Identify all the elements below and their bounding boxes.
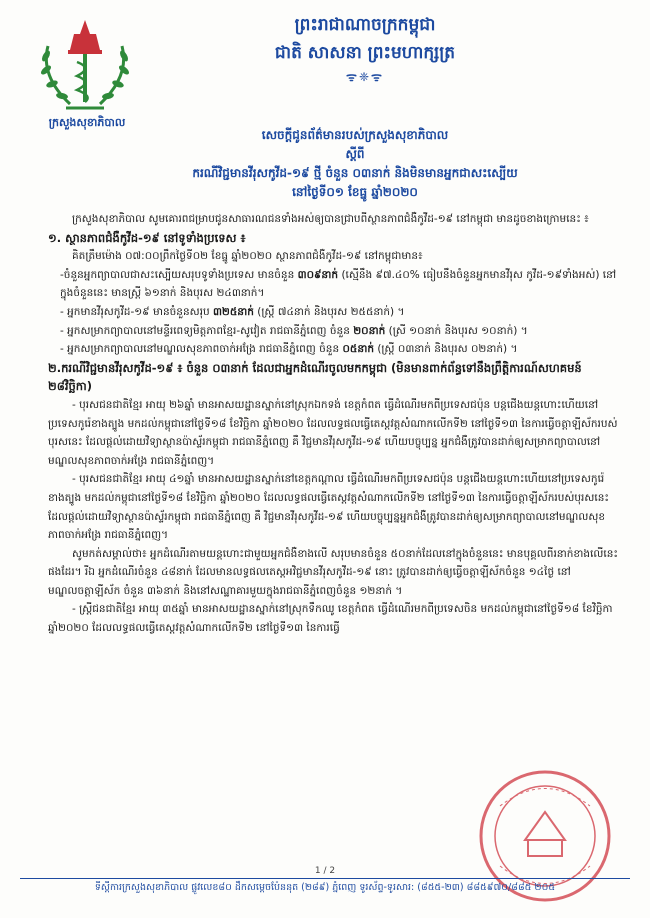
bullet-text: -ចំនួនអ្នកព្យាបាលជាសះស្បើយសរុបទូទាំងប្រទេស មានចំនួន [60, 268, 298, 281]
title-line-3: ករណីវិជ្ជមានវីរុសកូវីដ-១៩ ថ្មី ចំនួន ០៣នាក់ និងមិនមានអ្នកជាសះស្បើយ [192, 166, 518, 180]
section-1-heading: ១. ស្ថានភាពជំងឺកូវីដ-១៩ នៅទូទាំងប្រទេស ៖ [48, 230, 246, 245]
ministry-of-health-logo [30, 16, 140, 116]
bullet-text: (ស្មើនឹង ៩៧.៤០% ធៀបនឹងចំនួនអ្នកមានវីរុស កូវីដ-១៩ទាំងអស់) នៅក្នុងចំនួននេះ មានស្ត្រី ៦១នាក់ និងបុរស ២៤៣នាក់។ [60, 268, 617, 300]
page-number: 1 / 2 [314, 866, 336, 876]
bullet-text: (ស្រី ១០នាក់ និងបុរស ១០នាក់) ។ [385, 324, 528, 337]
recovered-count: ៣០៩នាក់ [297, 268, 339, 281]
motto-line: ជាតិ សាសនា ព្រះមហាក្សត្រ [274, 43, 456, 63]
footer-divider [20, 878, 630, 879]
bullet-text: - អ្នកមានវីរុសកូវីដ-១៩ មានចំនួនសរុប [60, 305, 213, 318]
case-1-paragraph: - បុរសជនជាតិខ្មែរ អាយុ ២៦ឆ្នាំ មានអាសយដ្ឋានស្នាក់នៅស្រុកឯកទង់ ខេត្តកំពត ធ្វើដំណើរមកពីប្រទេសជប៉ុន បន្តជើងយន្តហោះហើយនៅប្រទេសកូរ៉េខាងត្បូង មកដល់កម្ពុជានៅថ្ងៃទី១៨ ខែវិច្ឆិកា ឆ្នាំ២០២០ ដែលលទ្ធផលធ្វើតេស្តវត្តសំណាកលើកទី២ នៅថ្ងៃទី១៣ នៃការធ្វើចត្តាឡីស័ករបស់បុរសនេះ ដែលផ្ដល់ដោយវិទ្យាស្ថានប៉ាស្ទ័រកម្ពុជា រាជធានីភ្នំពេញ គឺ វិជ្ជមានវីរុសកូវីដ-១៩ ហើយបច្ចុប្បន្ន អ្នកជំងឺត្រូវបានដាក់ឲ្យសម្រាកព្យាបាលនៅមណ្ឌលសុខភាពចាក់អង្រែ រាជធានីភ្នំពេញ។ [48, 398, 618, 467]
document-body [48, 210, 620, 638]
title-line-1: សេចក្ដីជូនព័ត៌មានរបស់ក្រសួងសុខាភិបាល [261, 128, 449, 142]
press-release-title [150, 126, 560, 202]
ornament-divider: ᯤ❈ᯤ [346, 70, 384, 84]
bullet-text: (ស្ត្រី ០៣នាក់ និងបុរស ០២នាក់) ។ [374, 343, 518, 356]
bullet-text: - អ្នកសម្រាកព្យាបាលនៅមន្ទីរពេទ្យមិត្តភាពខ្មែរ-សូវៀត រាជធានីភ្នំពេញ ចំនួន [60, 324, 354, 337]
footer-address: ទីស្តីការក្រសួងសុខាភិបាល ផ្លូវលេខ៨០ ដឹកសម្ដេចប៉ែននុត (២៨៩) ភ្នំពេញ ទូរស័ព្ទ-ទូរសារ: (៨៥៥-២៣) ៨៨៥៩៧០/៨៨៥ ២០៥ [94, 882, 556, 893]
title-line-4: នៅថ្ងៃទី០១ ខែធ្នូ ឆ្នាំ២០២០ [292, 185, 418, 199]
bullet-text: (ស្ត្រី ៧៤នាក់ និងបុរស ២៥៥នាក់) ។ [253, 305, 405, 318]
caduceus-icon [77, 54, 88, 102]
note-paragraph: សូមកត់សម្គាល់ថា៖ អ្នកដំណើរតាមយន្តហោះជាមួយអ្នកជំងឺខាងលើ សរុបមានចំនួន ៥០នាក់ដែលនៅក្នុងចំនួននេះ មានបុគ្គលពីរនាក់ខាងលើនេះផងដែរ។ រីឯ អ្នកដំណើរចំនួន ៤៨នាក់ ដែលមានលទ្ធផលតេស្តអវិជ្ជមានវីរុសកូវីដ-១៩ នោះ ត្រូវបានដាក់ឲ្យធ្វើចត្តាឡីស័កចំនួន ១៤ថ្ងៃ នៅមណ្ឌលចត្តាឡីស័ក ចំនួន ៣៦នាក់ និងនៅសណ្ឋាគារមួយក្នុងរាជធានីភ្នំពេញចំនួន ១២នាក់ ។ [48, 547, 619, 597]
title-line-2: ស្ដីពី [345, 147, 365, 161]
kingdom-header [150, 14, 580, 88]
recovered-bullet [48, 266, 620, 303]
hospital-bullet [48, 322, 620, 341]
section-1-lead: គិតត្រឹមម៉ោង ០៧:០០ព្រឹកថ្ងៃទី០២ ខែធ្នូ ឆ្នាំ២០២០ ស្ថានភាពជំងឺកូវីដ-១៩ នៅកម្ពុជាមាន៖ [72, 250, 423, 263]
case-2-paragraph: - បុរសជនជាតិខ្មែរ អាយុ ៤១ឆ្នាំ មានអាសយដ្ឋានស្នាក់នៅខេត្តកណ្ដាល ធ្វើដំណើរមកពីប្រទេសជប៉ុន បន្តជើងយន្តហោះហើយនៅប្រទេសកូរ៉េខាងត្បូង មកដល់កម្ពុជានៅថ្ងៃទី១៨ ខែវិច្ឆិកា ឆ្នាំ២០២០ ដែលលទ្ធផលធ្វើតេស្តវត្តសំណាកលើកទី២ នៅថ្ងៃទី១៣ នៃការធ្វើចត្តាឡីស័ករបស់បុរសនេះ ដែលផ្ដល់ដោយវិទ្យាស្ថានប៉ាស្ទ័រកម្ពុជា រាជធានីភ្នំពេញ គឺ វិជ្ជមានវីរុសកូវីដ-១៩ ហើយបច្ចុប្បន្នអ្នកជំងឺត្រូវបានដាក់ឲ្យសម្រាកព្យាបាលនៅមណ្ឌលសុខភាពចាក់អង្រែ រាជធានីភ្នំពេញ។ [48, 473, 609, 542]
health-center-count: ០៥នាក់ [342, 343, 374, 356]
total-cases-bullet [48, 303, 620, 322]
bullet-text: - អ្នកសម្រាកព្យាបាលនៅមណ្ឌលសុខភាពចាក់អង្រែ រាជធានីភ្នំពេញ ចំនួន [60, 343, 343, 356]
intro-paragraph: ក្រសួងសុខាភិបាល សូមគោរពជម្រាបជូនសាធារណជនទាំងអស់ឲ្យបានជ្រាបពីស្ថានភាពជំងឺកូវីដ-១៩ នៅកម្ពុជា មានដូចខាងក្រោមនេះ ៖ [72, 213, 589, 225]
ministry-label: ក្រសួងសុខាភិបាល [48, 116, 126, 129]
angkor-tower-icon [68, 20, 102, 54]
case-3-paragraph: - ស្ត្រីជនជាតិខ្មែរ អាយុ ៣៥ឆ្នាំ មានអាសយដ្ឋានស្នាក់នៅស្រុកទឹកឈូ ខេត្តកំពត ធ្វើដំណើរមកពីប្រទេសចិន មកដល់កម្ពុជានៅថ្ងៃទី១៨ ខែវិច្ឆិកា ឆ្នាំ២០២០ ដែលលទ្ធផលធ្វើតេស្តវត្តសំណាកលើកទី២ នៅថ្ងៃទី១៣ នៃការធ្វើ [48, 603, 613, 635]
section-2-heading: ២.ករណីវិជ្ជមានវីរុសកូវីដ-១៩ ៖ ចំនួន ០៣នាក់ ដែលជាអ្នកដំណើរចូលមកកម្ពុជា (មិនមានពាក់ព័ន្ធទៅនឹងព្រឹត្តិការណ៍សហគមន៍ ២៨វិច្ឆិកា) [48, 360, 582, 394]
health-center-bullet [48, 340, 620, 359]
total-cases-count: ៣២៥នាក់ [212, 305, 254, 318]
hospital-count: ២០នាក់ [353, 324, 386, 337]
kingdom-line: ព្រះរាជាណាចក្រកម្ពុជា [294, 15, 436, 35]
